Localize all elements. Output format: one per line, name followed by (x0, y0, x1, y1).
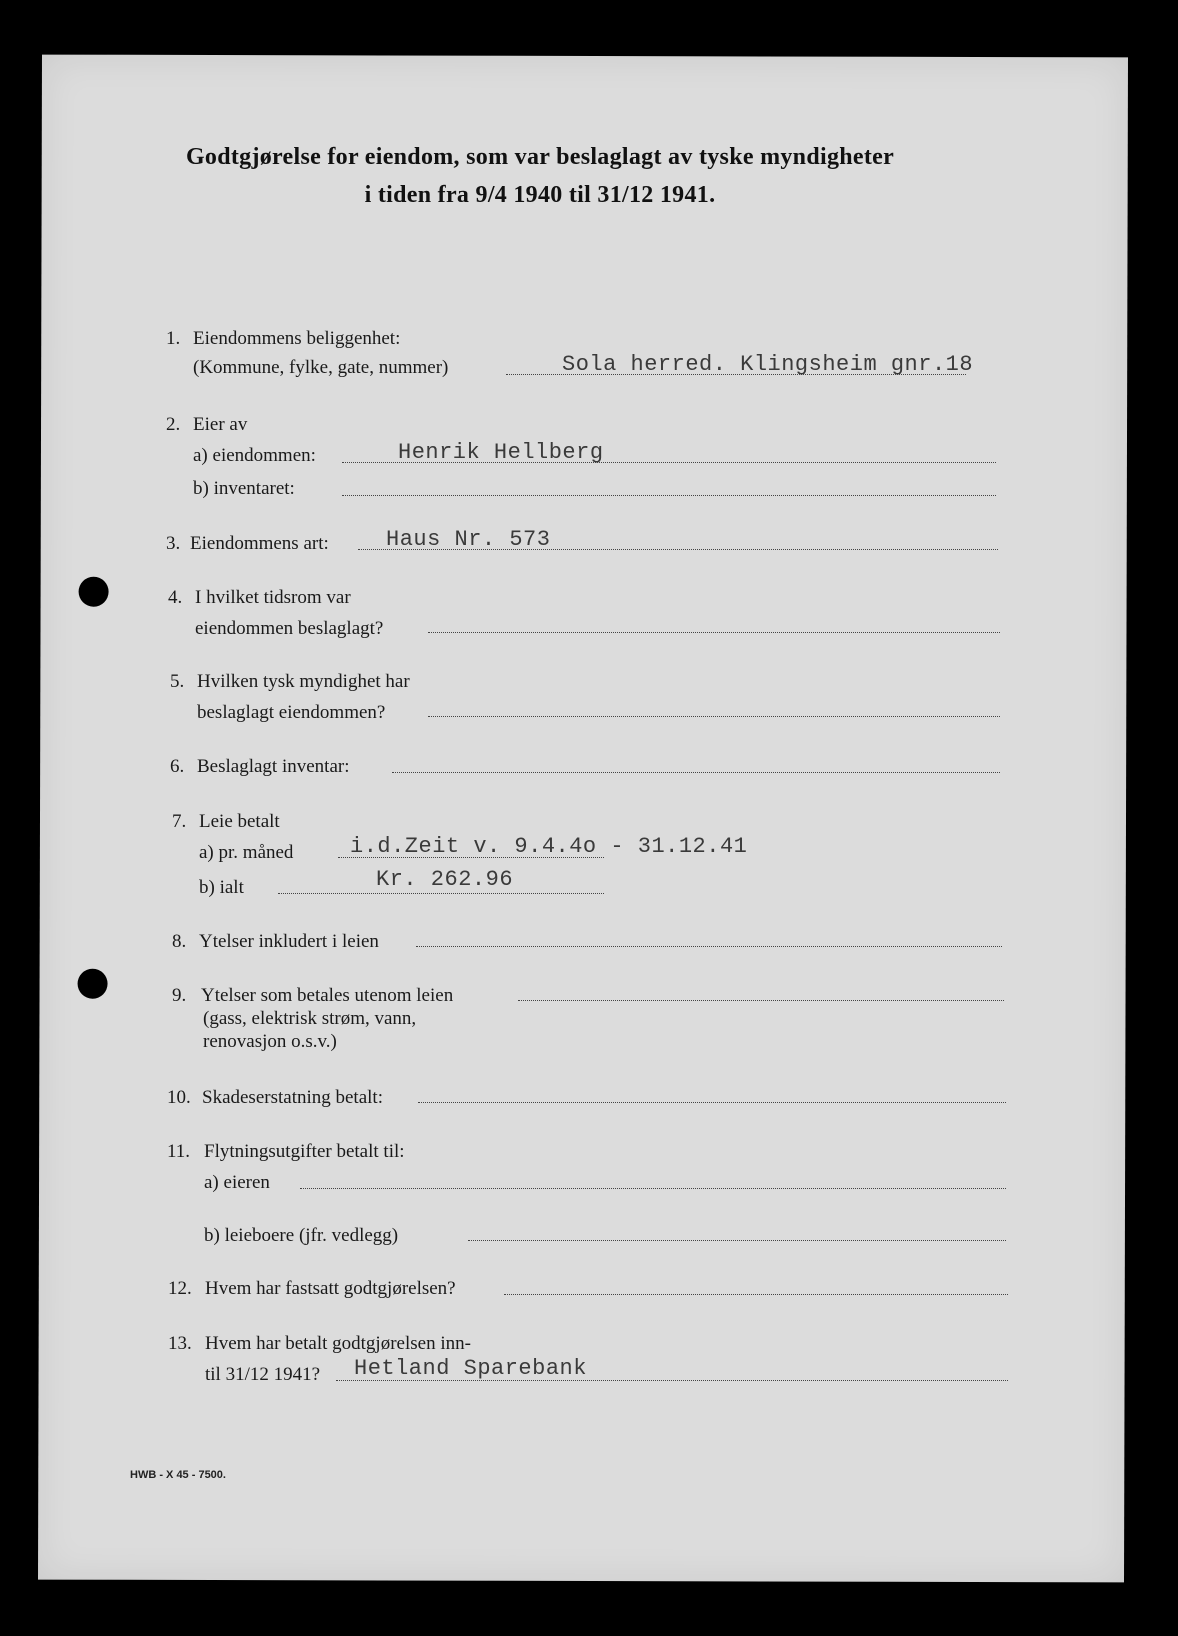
q10-label: Skadeserstatning betalt: (202, 1087, 383, 1108)
q2-number: 2. (166, 414, 181, 435)
q10-number: 10. (167, 1087, 191, 1108)
q2a-value: Henrik Hellberg (398, 440, 604, 465)
q7b-value: Kr. 262.96 (376, 867, 514, 892)
q7a-label: a) pr. måned (199, 842, 294, 863)
q7a-value: i.d.Zeit v. 9.4.4o - 31.12.41 (350, 834, 748, 859)
q7-number: 7. (172, 811, 187, 832)
q2-label: Eier av (193, 414, 248, 435)
q3-label: Eiendommens art: (190, 533, 329, 554)
q3-number: 3. (166, 533, 181, 554)
q2a-label: a) eiendommen: (193, 445, 316, 466)
q6-number: 6. (170, 756, 185, 777)
punch-hole-top (79, 577, 109, 607)
q12-field-line (504, 1294, 1008, 1295)
q5-number: 5. (170, 671, 185, 692)
q11b-field-line (468, 1240, 1006, 1241)
q13-label: Hvem har betalt godtgjørelsen inn- (205, 1333, 471, 1354)
q1-number: 1. (166, 328, 181, 349)
q11-number: 11. (167, 1141, 191, 1162)
title-line-1: Godtgjørelse for eiendom, som var beslaglagt av tyske myndigheter (185, 144, 895, 170)
q11a-label: a) eieren (204, 1172, 270, 1193)
q12-number: 12. (168, 1278, 192, 1299)
q13-value: Hetland Sparebank (354, 1356, 587, 1381)
form-footer-code: HWB - X 45 - 7500. (130, 1469, 226, 1481)
q5-field-line (428, 716, 1000, 717)
q2b-field-line (342, 495, 996, 496)
q9-field-line (518, 1000, 1004, 1001)
q13-number: 13. (168, 1333, 192, 1354)
q7b-field-line (278, 893, 604, 894)
form-title (100, 138, 980, 214)
q5-sublabel: beslaglagt eiendommen? (197, 702, 386, 723)
q7b-label: b) ialt (199, 877, 244, 898)
q4-field-line (428, 632, 1000, 633)
q6-label: Beslaglagt inventar: (197, 756, 350, 777)
q4-sublabel: eiendommen beslaglagt? (195, 618, 384, 639)
punch-hole-bottom (78, 969, 108, 999)
q12-label: Hvem har fastsatt godtgjørelsen? (205, 1278, 456, 1299)
q8-number: 8. (172, 931, 187, 952)
q9-label: Ytelser som betales utenom leien (201, 985, 454, 1006)
q9-sublabel-2: renovasjon o.s.v.) (203, 1031, 337, 1052)
q4-label: I hvilket tidsrom var (195, 587, 351, 608)
q11b-label: b) leieboere (jfr. vedlegg) (204, 1225, 399, 1246)
q8-label: Ytelser inkludert i leien (199, 931, 379, 952)
q2b-label: b) inventaret: (193, 478, 295, 499)
q10-field-line (418, 1102, 1006, 1103)
q8-field-line (416, 946, 1002, 947)
q7-label: Leie betalt (199, 811, 280, 832)
q3-value: Haus Nr. 573 (386, 527, 551, 552)
q9-sublabel-1: (gass, elektrisk strøm, vann, (203, 1008, 417, 1029)
title-line-2: i tiden fra 9/4 1940 til 31/12 1941. (364, 182, 716, 208)
q1-value: Sola herred. Klingsheim gnr.18 (562, 352, 974, 377)
q13-sublabel: til 31/12 1941? (205, 1364, 321, 1385)
q6-field-line (392, 772, 1000, 773)
q11-label: Flytningsutgifter betalt til: (204, 1141, 405, 1162)
q5-label: Hvilken tysk myndighet har (197, 671, 410, 692)
q9-number: 9. (172, 985, 187, 1006)
q1-sublabel: (Kommune, fylke, gate, nummer) (193, 357, 449, 378)
q11a-field-line (300, 1188, 1006, 1189)
q1-label: Eiendommens beliggenhet: (193, 328, 401, 349)
q4-number: 4. (168, 587, 183, 608)
